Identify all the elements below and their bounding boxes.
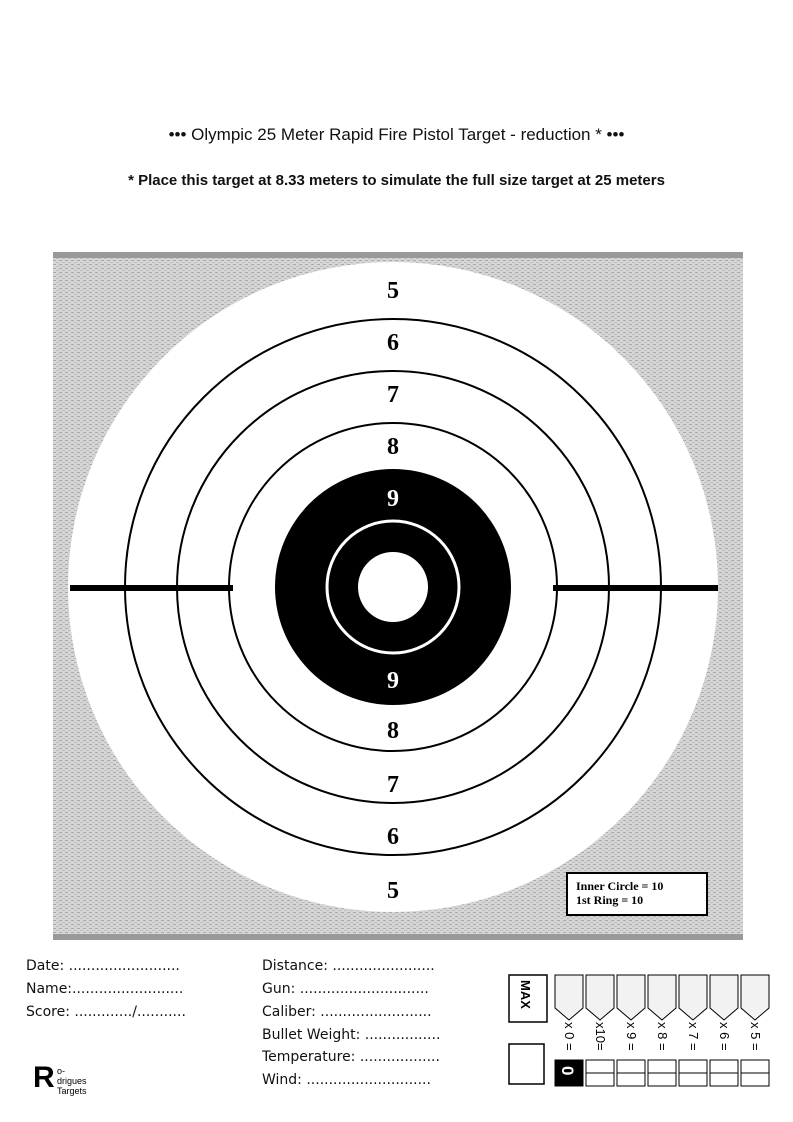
bullet-weight-field[interactable]: Bullet Weight: .................	[262, 1027, 441, 1043]
multiplier-label: x 0 =	[562, 1022, 577, 1051]
multiplier-label: x 8 =	[655, 1022, 670, 1051]
date-field[interactable]: Date: .........................	[26, 958, 180, 974]
distance-field[interactable]: Distance: .......................	[262, 958, 435, 974]
legend-inner: Inner Circle = 10	[576, 879, 664, 893]
max-label: MAX	[518, 980, 533, 1009]
label-7: 7	[387, 772, 399, 798]
scorecard	[505, 968, 775, 1090]
tally-box[interactable]	[617, 975, 645, 1020]
caliber-field[interactable]: Caliber: .........................	[262, 1004, 432, 1020]
label-5: 5	[387, 278, 399, 304]
left-bar	[70, 585, 233, 591]
label-6: 6	[387, 824, 399, 850]
right-bar	[553, 585, 718, 591]
legend-ring: 1st Ring = 10	[576, 893, 644, 907]
target-face	[53, 252, 743, 942]
tally-box[interactable]	[555, 975, 583, 1020]
temperature-field[interactable]: Temperature: ..................	[262, 1049, 440, 1065]
total-box[interactable]	[509, 1044, 544, 1084]
multiplier-label: x10=	[593, 1022, 608, 1051]
multiplier-label: x 6 =	[717, 1022, 732, 1051]
page-title: ••• Olympic 25 Meter Rapid Fire Pistol Target - reduction * •••	[168, 125, 625, 144]
tally-box[interactable]	[710, 975, 738, 1020]
score-field[interactable]: Score: ............./...........	[26, 1004, 186, 1020]
multiplier-label: x 7 =	[686, 1022, 701, 1051]
multiplier-label: x 5 =	[748, 1022, 763, 1051]
instruction: * Place this target at 8.33 meters to simulate the full size target at 25 meters	[128, 172, 665, 189]
tally-box[interactable]	[741, 975, 769, 1020]
label-6: 6	[387, 330, 399, 356]
gun-field[interactable]: Gun: .............................	[262, 981, 429, 997]
wind-field[interactable]: Wind: ............................	[262, 1072, 431, 1088]
zero-value: 0	[558, 1066, 577, 1076]
label-8: 8	[387, 718, 399, 744]
name-field[interactable]: Name:.........................	[26, 981, 184, 997]
inner-circle	[358, 552, 428, 622]
tally-box[interactable]	[679, 975, 707, 1020]
label-8: 8	[387, 434, 399, 460]
label-9: 9	[387, 668, 399, 694]
label-9: 9	[387, 486, 399, 512]
logo: R o-drigues Targets	[33, 1061, 87, 1096]
label-5: 5	[387, 878, 399, 904]
multiplier-label: x 9 =	[624, 1022, 639, 1051]
tally-box[interactable]	[648, 975, 676, 1020]
tally-box[interactable]	[586, 975, 614, 1020]
label-7: 7	[387, 382, 399, 408]
